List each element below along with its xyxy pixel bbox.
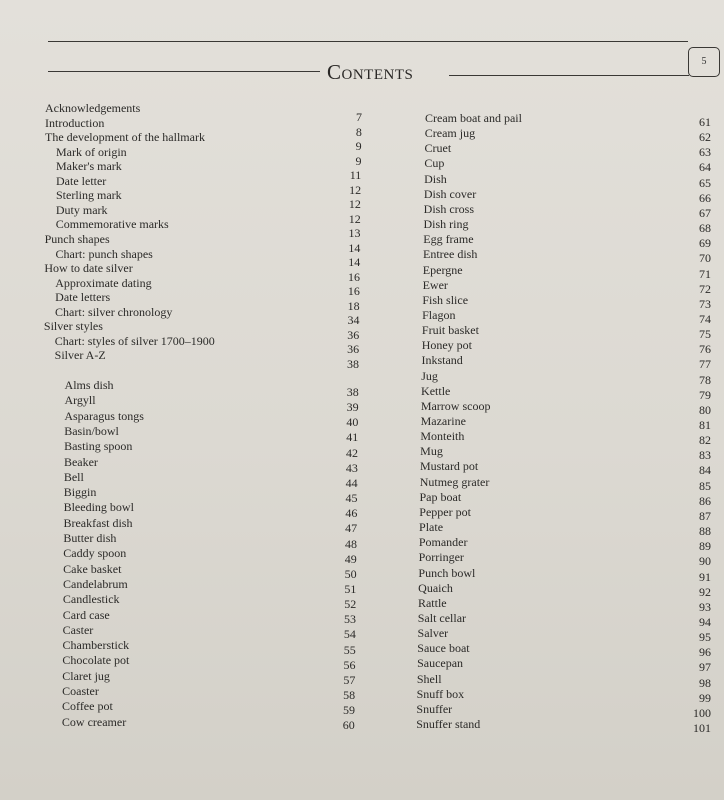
toc-entry-page-number: 53 [344, 612, 357, 627]
toc-entry-page-number: 79 [699, 387, 711, 402]
toc-entry-page-number: 63 [699, 145, 711, 160]
page-number: 5 [688, 47, 720, 77]
toc-entry-label: Snuffer [416, 701, 453, 716]
toc-entry-label: Dish cross [423, 201, 475, 216]
toc-entry-page-number: 44 [345, 475, 358, 490]
toc-entry-label: Candelabrum [63, 576, 128, 591]
toc-entry-page-number: 56 [343, 657, 356, 672]
toc-entry-page-number: 49 [344, 551, 357, 566]
toc-entry-page-number: 42 [346, 445, 359, 460]
toc-entry-page-number: 68 [699, 221, 711, 236]
toc-entry-page-number: 77 [699, 357, 711, 372]
toc-entry-label: Coaster [62, 684, 99, 698]
toc-entry-page-number: 40 [346, 415, 359, 430]
toc-entry-label: Cup [424, 156, 445, 171]
toc-entry-page-number: 34 [347, 313, 360, 327]
toc-entry-page-number: 84 [699, 463, 711, 478]
toc-entry-label: Cow creamer [61, 714, 127, 729]
toc-entry-label: Mazarine [420, 414, 466, 428]
toc-entry-page-number: 52 [344, 597, 357, 612]
toc-entry-label: Dish [424, 171, 447, 186]
toc-entry-label: Chart: punch shapes [55, 246, 153, 261]
toc-entry-label: Punch bowl [418, 565, 476, 580]
toc-entry-page-number: 73 [699, 296, 711, 311]
toc-entry-page-number: 65 [699, 175, 711, 190]
toc-entry-label: Entree dish [423, 247, 478, 262]
toc-entry-page-number: 47 [345, 521, 358, 536]
toc-entry-label: Beaker [63, 454, 98, 469]
toc-entry-page-number: 12 [348, 197, 361, 211]
toc-entry-label: Breakfast dish [63, 515, 133, 530]
toc-entry-label: Pepper pot [419, 504, 471, 519]
toc-entry-label: Maker's mark [56, 159, 122, 174]
toc-entry-page-number: 85 [699, 478, 711, 493]
toc-entry-page-number: 70 [699, 251, 711, 266]
toc-entry-label: Saucepan [417, 656, 464, 671]
toc-entry-page-number: 86 [699, 493, 711, 508]
toc-entry-page-number: 75 [699, 327, 711, 342]
toc-entry-page-number: 13 [348, 226, 361, 240]
toc-entry-page-number: 58 [343, 688, 356, 702]
toc-entry-label: Snuff box [416, 686, 465, 701]
toc-entry-page-number: 98 [699, 675, 711, 690]
toc-entry-label: Caddy spoon [63, 546, 127, 561]
toc-entry-label: Mustard pot [419, 459, 479, 474]
toc-entry-label: Dish cover [423, 186, 477, 201]
toc-entry-label: Coffee pot [62, 699, 113, 714]
toc-entry-page-number: 54 [343, 627, 356, 642]
toc-entry-label: Card case [62, 607, 110, 622]
toc-entry-label: Claret jug [62, 668, 110, 683]
toc-entry-page-number: 8 [355, 124, 362, 139]
toc-entry-label: Monteith [420, 429, 465, 444]
toc-entry-page-number: 48 [344, 536, 357, 551]
toc-entry-page-number: 76 [699, 342, 711, 357]
toc-entry-page-number: 81 [699, 418, 711, 432]
toc-entry-label: Approximate dating [55, 275, 152, 290]
page-title: Contents [327, 60, 414, 84]
toc-entry-page-number: 12 [349, 182, 362, 197]
toc-entry-page-number: 11 [349, 168, 362, 182]
toc-entry-label: Basin/bowl [64, 423, 119, 438]
toc-entry-label: Asparagus tongs [64, 408, 144, 423]
toc-entry-label: Silver A-Z [54, 348, 106, 363]
toc-entry-page-number: 41 [346, 430, 359, 445]
toc-entry-page-number: 101 [693, 721, 711, 735]
toc-entry-page-number: 36 [347, 327, 360, 342]
toc-entry-label: Porringer [418, 550, 464, 565]
toc-entry-page-number: 93 [699, 599, 711, 614]
toc-entry-page-number: 94 [699, 614, 711, 629]
toc-entry-page-number: 100 [693, 705, 711, 720]
toc-entry-page-number: 96 [699, 645, 711, 660]
toc-entry-label: Pomander [418, 535, 468, 550]
toc-entry-label: Chart: styles of silver 1700–1900 [54, 333, 215, 348]
toc-entry-page-number: 74 [699, 311, 711, 326]
toc-entry-label: Cream jug [424, 126, 476, 141]
toc-entry-page-number: 36 [347, 342, 360, 356]
toc-entry-label: Introduction [45, 115, 105, 130]
toc-entry-page-number: 88 [699, 524, 711, 539]
toc-entry-label: Salt cellar [417, 610, 467, 625]
toc-entry-label: Epergne [422, 262, 463, 277]
toc-entry-page-number: 50 [344, 566, 357, 581]
toc-entry-label: Ewer [422, 277, 448, 292]
toc-entry-label: Date letter [56, 173, 107, 188]
toc-entry-label: Jug [421, 368, 438, 383]
toc-entry-label: Mug [420, 444, 443, 459]
toc-entry-label: Salver [417, 626, 449, 641]
toc-entry-label: Chamberstick [62, 638, 130, 653]
toc-entry-page-number: 51 [344, 581, 357, 596]
toc-entry-label: Rattle [417, 595, 447, 610]
toc-entry-page-number: 14 [348, 255, 361, 269]
toc-entry-label: Fruit basket [421, 323, 479, 338]
toc-entry-page-number: 87 [699, 508, 711, 523]
toc-entry-page-number: 82 [699, 433, 711, 448]
toc-entry-page-number: 90 [699, 554, 711, 569]
toc-entry-label: Marrow scoop [420, 398, 491, 413]
toc-entry-label: Chocolate pot [62, 653, 130, 668]
toc-entry-label: Cream boat and pail [425, 111, 522, 125]
toc-entry-label: Bleeding bowl [63, 500, 134, 515]
toc-entry-label: Snuffer stand [416, 717, 481, 731]
toc-entry-label: Silver styles [43, 319, 103, 334]
toc-entry-page-number: 59 [342, 703, 355, 718]
toc-entry-label: Flagon [422, 307, 456, 322]
toc-entry-page-number: 80 [699, 402, 711, 417]
toc-entry-page-number: 89 [699, 539, 711, 554]
toc-entry-label: Quaich [418, 580, 453, 595]
toc-entry-page-number: 60 [342, 718, 355, 733]
toc-entry-page-number: 16 [347, 284, 360, 298]
toc-entry-page-number: 61 [699, 115, 711, 129]
toc-entry-label: Mark of origin [56, 144, 127, 159]
toc-entry-label: How to date silver [44, 261, 133, 276]
toc-entry-page-number: 95 [699, 630, 711, 645]
toc-entry-label: Biggin [63, 485, 97, 500]
toc-entry-page-number: 43 [345, 460, 358, 475]
toc-entry-label: Honey pot [421, 338, 473, 353]
toc-entry-page-number: 9 [355, 139, 362, 153]
toc-entry-page-number: 45 [345, 491, 358, 506]
toc-entry-label: Alms dish [64, 378, 114, 392]
toc-entry-label: Cake basket [63, 561, 122, 576]
toc-entry-page-number: 67 [699, 205, 711, 220]
toc-entry-page-number: 12 [348, 211, 361, 226]
toc-entry-page-number: 39 [346, 400, 359, 415]
toc-entry-page-number: 38 [346, 356, 359, 371]
toc-entry-page-number: 69 [699, 236, 711, 251]
toc-entry-label: Punch shapes [44, 231, 110, 246]
toc-entry-page-number: 55 [343, 642, 356, 657]
toc-entry-label: The development of the hallmark [45, 130, 205, 145]
toc-entry-page-number: 71 [699, 266, 711, 281]
toc-entry-label: Chart: silver chronology [55, 304, 173, 319]
toc-entry-label: Dish ring [423, 217, 469, 232]
toc-entry-label: Basting spoon [64, 439, 133, 454]
toc-entry-label: Caster [62, 622, 94, 637]
toc-entry-page-number: 18 [347, 298, 360, 313]
toc-entry-label: Sauce boat [417, 641, 470, 656]
toc-entry-page-number: 64 [699, 160, 711, 175]
toc-entry-label: Argyll [64, 393, 96, 408]
toc-entry-label: Plate [419, 520, 444, 535]
toc-entry-page-number: 9 [355, 153, 362, 168]
toc-entry-label: Pap boat [419, 489, 462, 504]
toc-entry-page-number: 14 [348, 240, 361, 255]
toc-entry-label: Sterling mark [56, 188, 122, 203]
toc-entry-label: Fish slice [422, 292, 469, 307]
toc-entry-page-number: 66 [699, 190, 711, 205]
toc-entry-page-number: 78 [699, 372, 711, 387]
toc-entry-label: Butter dish [63, 531, 117, 545]
toc-entry-page-number: 16 [348, 269, 361, 284]
toc-entry-page-number: 72 [699, 281, 711, 296]
toc-entry-page-number: 97 [699, 660, 711, 675]
toc-entry-label: Acknowledgements [45, 101, 141, 115]
toc-entry-label: Commemorative marks [55, 217, 169, 232]
toc-entry-page-number: 38 [346, 385, 359, 399]
toc-entry-label: Duty mark [55, 202, 108, 217]
toc-entry-page-number: 92 [699, 584, 711, 599]
toc-entry-label: Date letters [55, 290, 111, 305]
toc-entry-page-number: 83 [699, 448, 711, 463]
toc-entry-label: Inkstand [421, 353, 463, 368]
toc-entry-label: Cruet [424, 141, 452, 156]
toc-entry-label: Kettle [421, 383, 451, 398]
toc-entry-page-number: 99 [699, 690, 711, 705]
toc-entry-page-number: 7 [356, 110, 362, 124]
toc-entry-label: Shell [416, 671, 442, 686]
toc-entry-label: Bell [63, 469, 84, 484]
toc-entry-label: Candlestick [62, 592, 120, 607]
toc-entry-page-number: 57 [343, 672, 356, 687]
toc-entry-page-number: 62 [699, 130, 711, 145]
toc-entry-page-number: 46 [345, 506, 358, 521]
toc-entry-label: Nutmeg grater [419, 474, 490, 489]
toc-entry-page-number: 91 [699, 569, 711, 584]
toc-entry-label: Egg frame [423, 232, 474, 247]
